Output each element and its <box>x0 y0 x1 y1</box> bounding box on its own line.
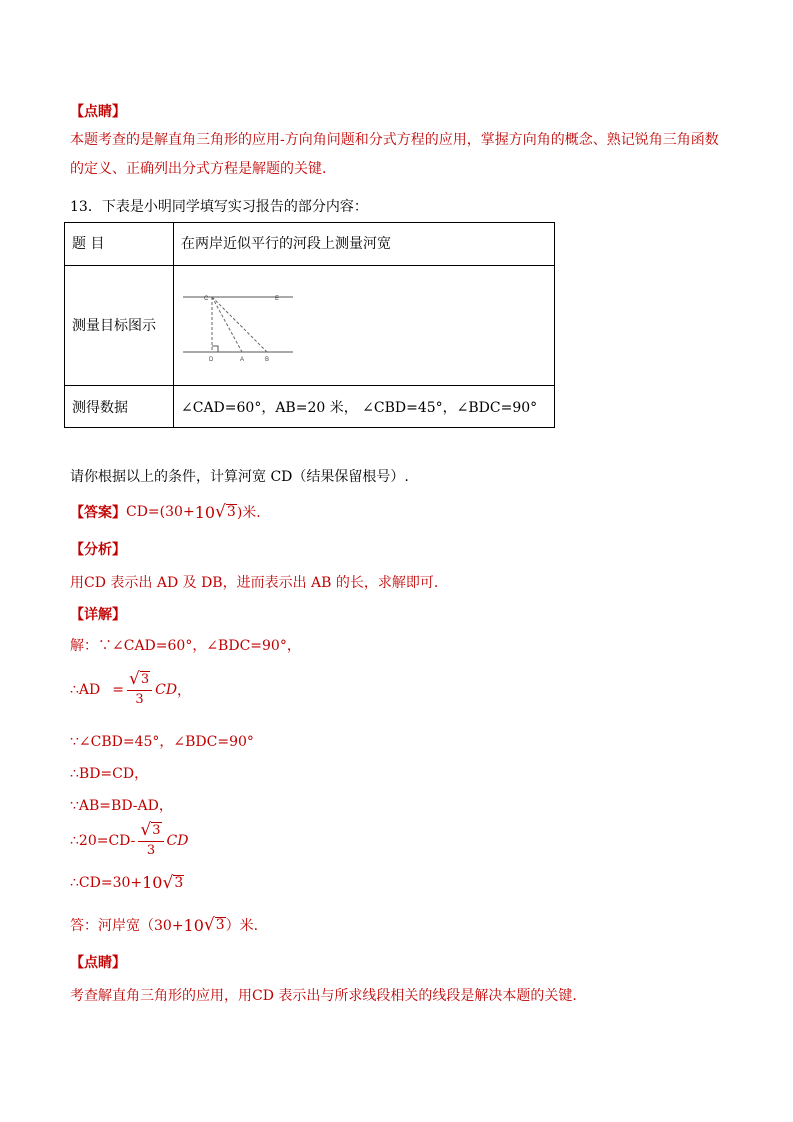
measurement-diagram <box>183 291 295 363</box>
report-table <box>64 222 555 428</box>
line7-coef: 10 <box>142 873 163 892</box>
detail-line7 <box>70 873 184 892</box>
label-b: B <box>265 357 270 363</box>
row-label-data: 测得数据 <box>72 400 128 416</box>
problem-question: 请你根据以上的条件，计算河宽 CD（结果保留根号）. <box>70 469 409 485</box>
label-c: C <box>204 296 209 302</box>
fraction: √ 3 3 <box>127 671 152 708</box>
row-label-title: 题 目 <box>72 236 105 252</box>
sqrt-symbol: √ 3 <box>203 915 225 935</box>
tip2-text: 考查解直角三角形的应用，用CD 表示出与所求线段相关的线段是解决本题的关键. <box>70 988 577 1004</box>
problem-intro: 13．下表是小明同学填写实习报告的部分内容： <box>70 199 368 215</box>
answer-coef: 10 <box>194 502 216 522</box>
analysis-text: 用CD 表示出 AD 及 DB，进而表示出 AB 的长，求解即可. <box>70 575 439 591</box>
detail-line6 <box>70 822 188 859</box>
detail-line2 <box>70 671 191 708</box>
detail-line4: ∴BD=CD， <box>70 766 149 782</box>
line6-prefix: ∴20=CD- <box>70 832 136 849</box>
line2-end: ， <box>177 682 192 699</box>
line6-var: CD <box>166 832 189 849</box>
detail-answer <box>70 915 258 935</box>
line2-eq: = <box>112 681 124 698</box>
tip2-heading: 【点睛】 <box>70 955 126 971</box>
tip-heading: 【点睛】 <box>70 104 126 120</box>
sqrt-symbol: √ 3 <box>215 502 236 522</box>
line2-var: CD <box>155 681 178 698</box>
answer-heading: 【答案】 <box>70 505 126 521</box>
line2-prefix: ∴AD <box>70 681 101 698</box>
line7-prefix: ∴CD=30+ <box>70 874 143 891</box>
ans-coef: 10 <box>183 915 204 935</box>
label-a: A <box>240 357 245 363</box>
detail-heading: 【详解】 <box>70 607 126 623</box>
detail-line5: ∵AB=BD-AD， <box>70 798 173 814</box>
detail-line1: 解：∵∠CAD=60°，∠BDC=90°， <box>70 638 301 654</box>
sqrt-symbol: √ 3 <box>162 872 184 893</box>
detail-line3: ∵∠CBD=45°，∠BDC=90° <box>70 734 254 750</box>
answer-prefix: CD=(30+ <box>126 504 195 520</box>
label-d: D <box>209 357 214 363</box>
row-value-data: ∠CAD=60°，AB=20 米， ∠CBD=45°，∠BDC=90° <box>181 400 538 416</box>
ans-suffix: ）米. <box>225 918 259 934</box>
fraction: √ 3 3 <box>138 822 163 859</box>
label-e: E <box>275 296 280 302</box>
tip-text: 本题考查的是解直角三角形的应用-方向角问题和分式方程的应用，掌握方向角的概念、熟记锐角三角函数的定义、正确列出分式方程是解题的关键． <box>70 132 719 177</box>
answer-line <box>70 502 261 522</box>
row-value-title: 在两岸近似平行的河段上测量河宽 <box>181 236 391 252</box>
ans-prefix: 答：河岸宽（30+ <box>70 918 184 934</box>
analysis-heading: 【分析】 <box>70 542 126 558</box>
row-label-diagram: 测量目标图示 <box>72 318 156 334</box>
answer-suffix: )米. <box>236 505 261 521</box>
